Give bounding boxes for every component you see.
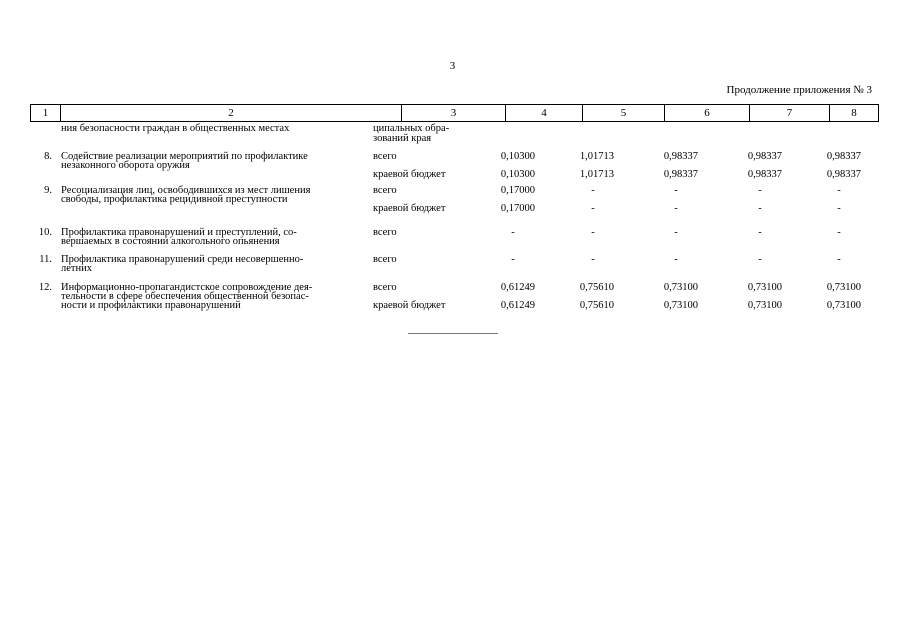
row-name-line: Профилактика правонарушений среди несовершенно- bbox=[61, 254, 304, 265]
value-cell: 0,98337 bbox=[826, 169, 861, 180]
value-cell: 0,98337 bbox=[663, 169, 698, 180]
value-cell: 0,73100 bbox=[663, 282, 698, 293]
funding-source: всего bbox=[373, 151, 397, 162]
value-cell: 0,73100 bbox=[747, 282, 782, 293]
value-cell: - bbox=[837, 185, 841, 196]
row-name-line: Содействие реализации мероприятий по профилактике bbox=[61, 151, 308, 162]
value-cell: - bbox=[758, 227, 762, 238]
value-cell: - bbox=[674, 203, 678, 214]
header-col-4: 4 bbox=[506, 105, 583, 121]
row-number: 11. bbox=[39, 254, 52, 265]
funding-source: краевой бюджет bbox=[373, 300, 446, 311]
value-cell: - bbox=[511, 227, 515, 238]
value-cell: 0,73100 bbox=[826, 300, 861, 311]
carryover-source-line-1: ципальных обра- bbox=[373, 123, 450, 134]
value-cell: - bbox=[591, 185, 595, 196]
value-cell: 0,73100 bbox=[747, 300, 782, 311]
value-cell: - bbox=[591, 254, 595, 265]
funding-source: всего bbox=[373, 185, 397, 196]
row-number: 10. bbox=[38, 227, 52, 238]
row-name-line: Ресоциализация лиц, освободившихся из мест лишения bbox=[61, 185, 311, 196]
header-col-2: 2 bbox=[61, 105, 402, 121]
row-name-line: ности и профилактики правонарушений bbox=[61, 300, 241, 311]
value-cell: 0,98337 bbox=[663, 151, 698, 162]
header-col-7: 7 bbox=[750, 105, 830, 121]
value-cell: - bbox=[674, 227, 678, 238]
value-cell: 0,10300 bbox=[500, 169, 535, 180]
row-name-line: Информационно-пропагандистское сопровождение дея- bbox=[61, 282, 313, 293]
row-number: 9. bbox=[44, 185, 52, 196]
value-cell: - bbox=[837, 254, 841, 265]
header-col-6: 6 bbox=[665, 105, 750, 121]
page-number: 3 bbox=[449, 60, 456, 72]
row-number: 12. bbox=[38, 282, 52, 293]
value-cell: - bbox=[511, 254, 515, 265]
end-of-table-rule bbox=[408, 333, 498, 334]
value-cell: 0,73100 bbox=[663, 300, 698, 311]
value-cell: - bbox=[758, 185, 762, 196]
value-cell: 0,61249 bbox=[500, 300, 535, 311]
table-header-row bbox=[30, 104, 879, 122]
funding-source: всего bbox=[373, 282, 397, 293]
value-cell: 0,10300 bbox=[500, 151, 535, 162]
header-col-3: 3 bbox=[402, 105, 506, 121]
funding-source: краевой бюджет bbox=[373, 203, 446, 214]
row-name-line: Профилактика правонарушений и преступлений, со- bbox=[61, 227, 297, 238]
carryover-source-line-2: зований края bbox=[373, 133, 432, 144]
appendix-continuation-note: Продолжение приложения № 3 bbox=[726, 84, 872, 96]
value-cell: - bbox=[591, 203, 595, 214]
value-cell: 1,01713 bbox=[579, 169, 614, 180]
row-name-line: летних bbox=[61, 263, 92, 274]
value-cell: 0,17000 bbox=[500, 203, 535, 214]
value-cell: 0,61249 bbox=[500, 282, 535, 293]
value-cell: 0,98337 bbox=[747, 169, 782, 180]
row-name-line: тельности в сфере обеспечения общественной безопас- bbox=[61, 291, 309, 302]
header-col-8: 8 bbox=[851, 107, 857, 119]
row-number: 8. bbox=[44, 151, 52, 162]
value-cell: - bbox=[758, 203, 762, 214]
value-cell: 0,98337 bbox=[747, 151, 782, 162]
funding-source: краевой бюджет bbox=[373, 169, 446, 180]
row-name-line: свободы, профилактика рецидивной преступности bbox=[61, 194, 288, 205]
carryover-name: ния безопасности граждан в общественных местах bbox=[61, 123, 290, 134]
value-cell: 0,75610 bbox=[579, 300, 614, 311]
row-name-line: незаконного оборота оружия bbox=[61, 160, 190, 171]
value-cell: - bbox=[837, 203, 841, 214]
funding-source: всего bbox=[373, 227, 397, 238]
value-cell: - bbox=[591, 227, 595, 238]
value-cell: 0,98337 bbox=[826, 151, 861, 162]
value-cell: 0,73100 bbox=[826, 282, 861, 293]
value-cell: 1,01713 bbox=[579, 151, 614, 162]
header-col-1: 1 bbox=[31, 105, 61, 121]
value-cell: - bbox=[674, 185, 678, 196]
value-cell: - bbox=[758, 254, 762, 265]
header-col-5: 5 bbox=[583, 105, 665, 121]
value-cell: 0,75610 bbox=[579, 282, 614, 293]
value-cell: - bbox=[837, 227, 841, 238]
row-name-line: вершаемых в состоянии алкогольного опьянения bbox=[61, 236, 280, 247]
value-cell: - bbox=[674, 254, 678, 265]
value-cell: 0,17000 bbox=[500, 185, 535, 196]
funding-source: всего bbox=[373, 254, 397, 265]
